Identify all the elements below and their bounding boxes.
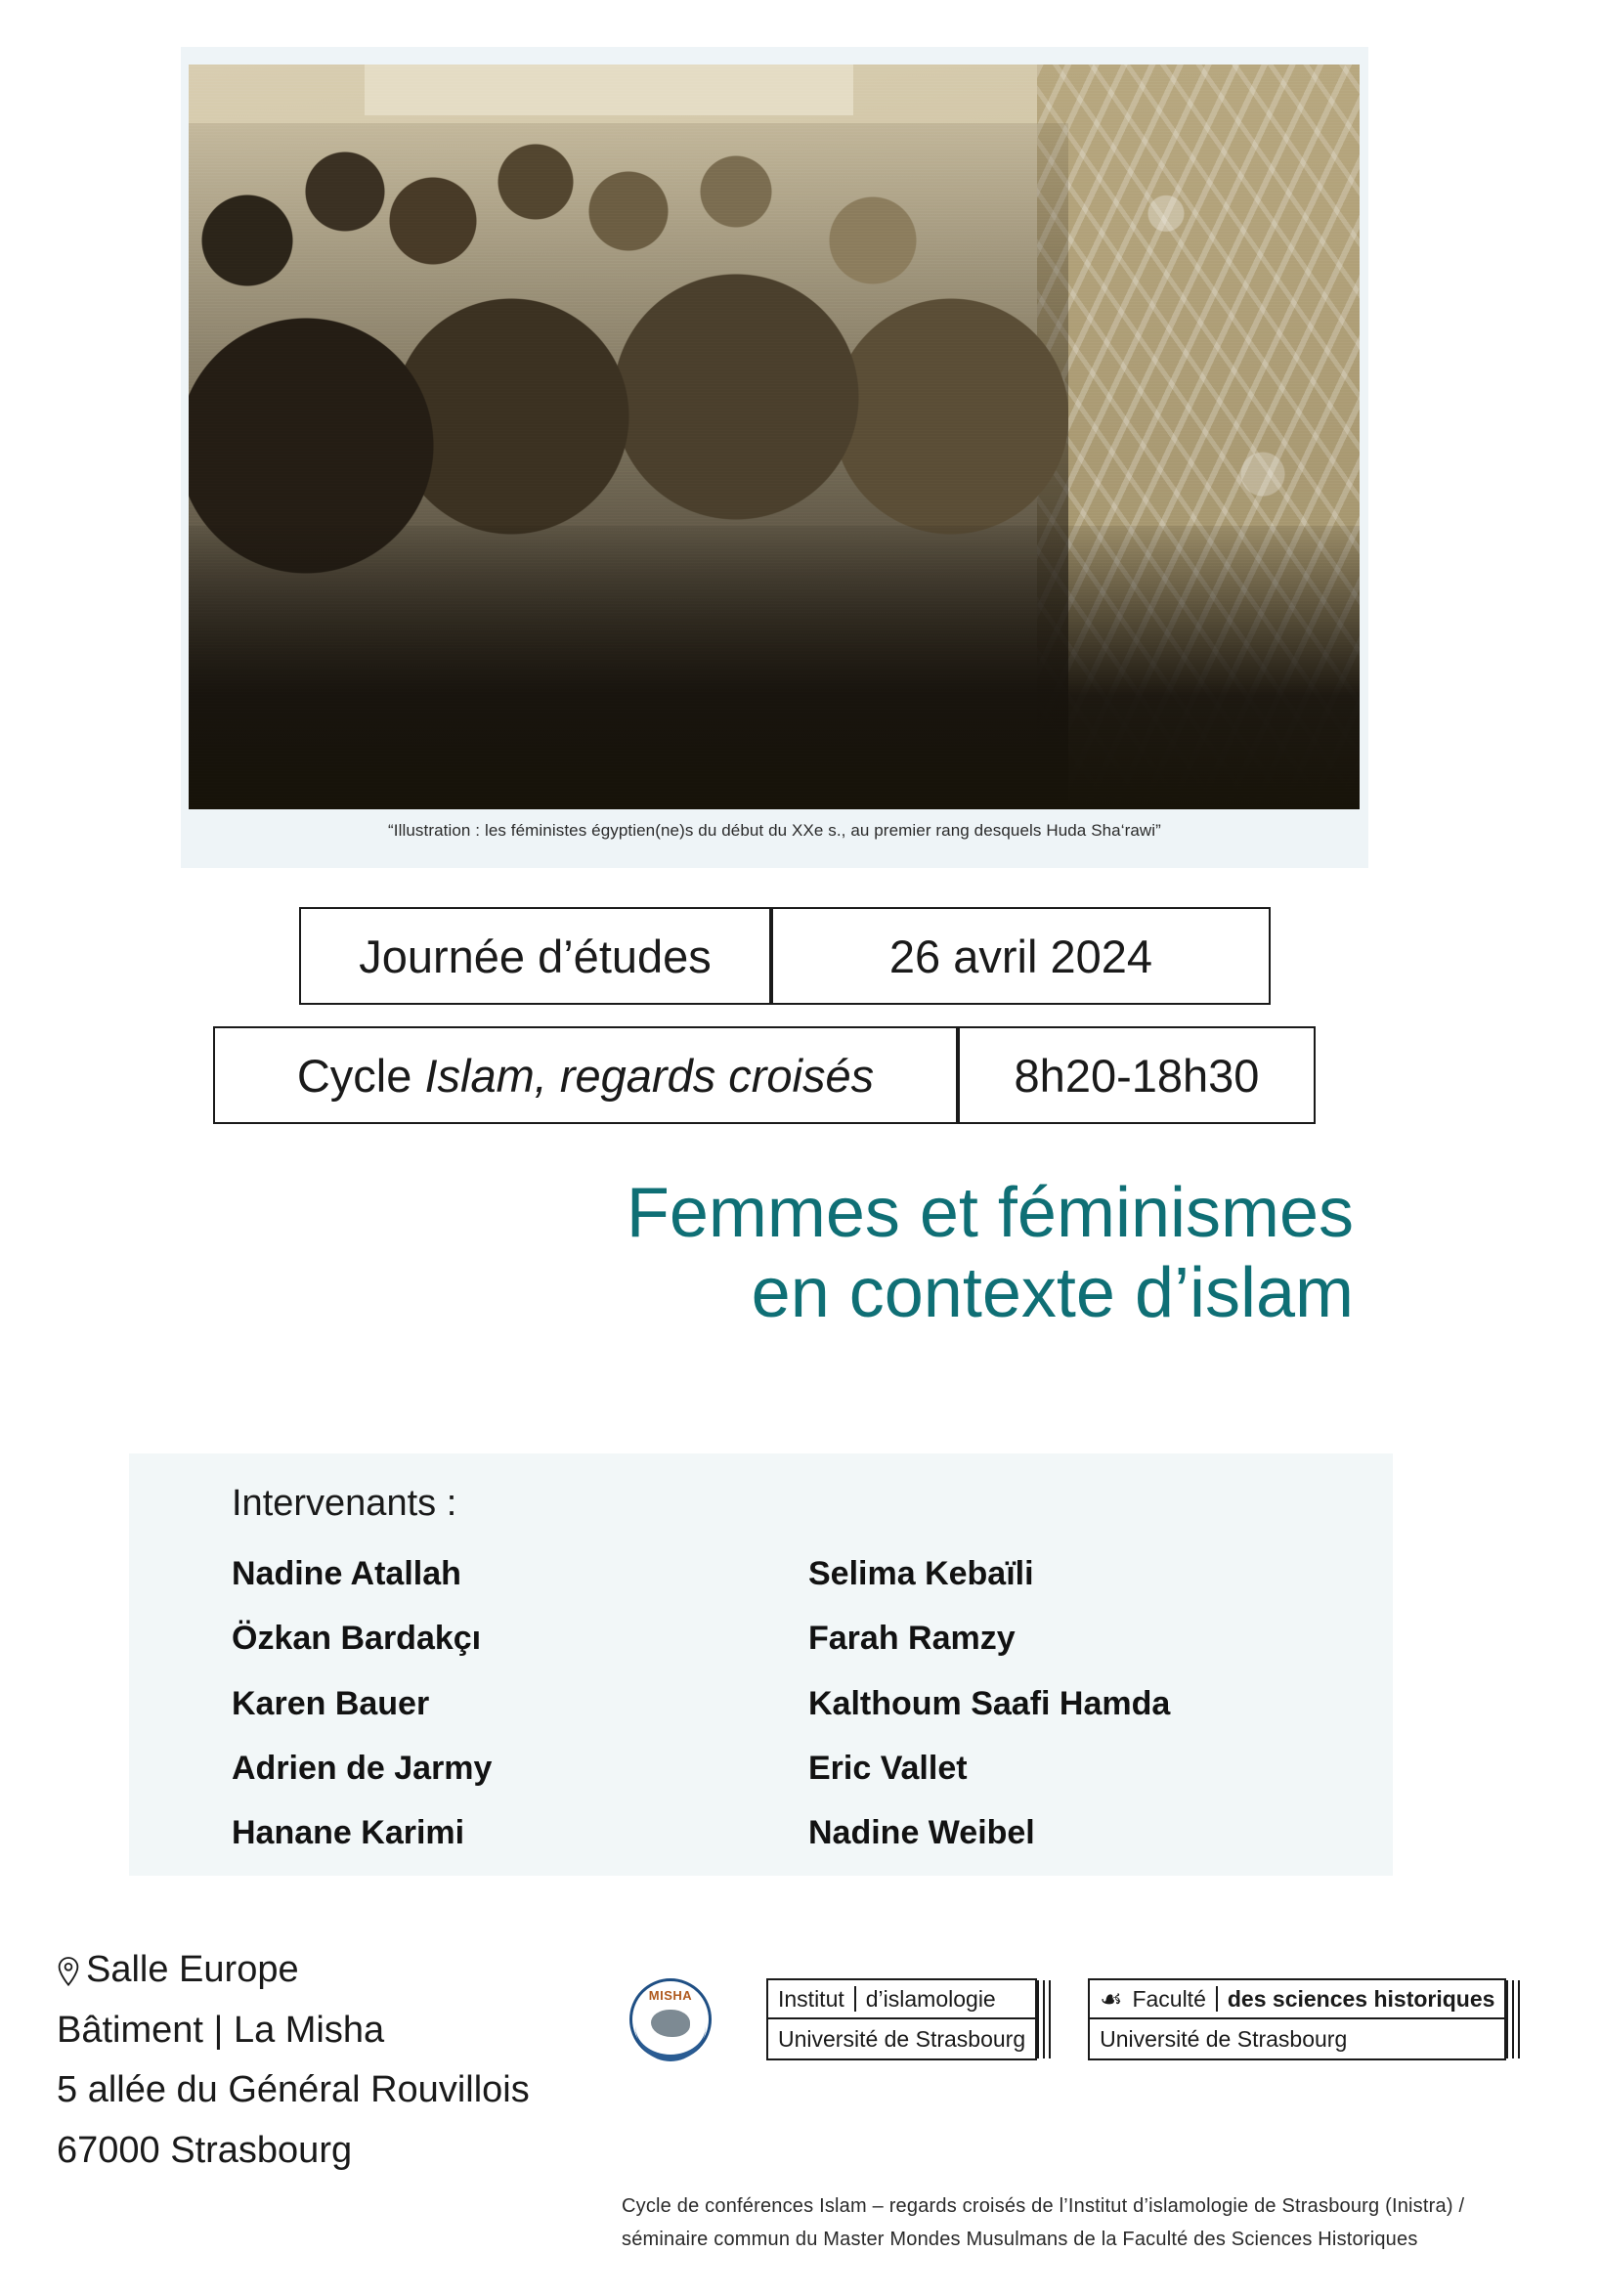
speaker-name: Eric Vallet [808, 1749, 968, 1787]
venue-city: 67000 Strasbourg [57, 2129, 353, 2171]
photo-caption: “Illustration : les féministes égyptien(ne)s du début du XXe s., au premier rang desquels Huda Sha‘rawi” [388, 821, 1161, 840]
speaker-name: Adrien de Jarmy [232, 1749, 493, 1787]
institut-logo-university: Université de Strasbourg [778, 2025, 1026, 2052]
banner-row-bottom [213, 1026, 1316, 1124]
banner-row-top [299, 907, 1271, 1005]
speaker-name: Selima Kebaïli [808, 1555, 1034, 1592]
venue-building: Bâtiment | La Misha [57, 2009, 385, 2051]
speaker-name: Nadine Atallah [232, 1555, 461, 1592]
logo-bars-icon [1506, 1980, 1520, 2058]
institut-logo-top-row [768, 1980, 1035, 2019]
venue-room-line [57, 1940, 530, 2001]
cycle-box [213, 1026, 958, 1124]
event-hours-box: 8h20-18h30 [958, 1026, 1316, 1124]
logo-bars-icon [1037, 1980, 1051, 2058]
misha-logo [626, 1974, 715, 2064]
speaker-name: Özkan Bardakçı [232, 1620, 482, 1658]
faculte-sciences-historiques-logo [1088, 1978, 1506, 2060]
faculte-logo-bottom-row [1090, 2019, 1504, 2058]
speaker-name: Farah Ramzy [808, 1620, 1016, 1658]
footer-note-line-1: Cycle de conférences Islam – regards croisés de l’Institut d’islamologie de Strasbourg (Inistra) / [622, 2195, 1465, 2217]
faculte-logo-top-row [1090, 1980, 1504, 2019]
historic-photograph [189, 65, 1360, 809]
institut-logo-bottom-row [768, 2019, 1035, 2058]
institut-logo-word-1: Institut [778, 1985, 844, 2012]
page-title-line-2: en contexte d’islam [751, 1254, 1354, 1333]
logo-divider [854, 1986, 856, 2012]
footer-note-line-2: séminaire commun du Master Mondes Musulmans de la Faculté des Sciences Historiques [622, 2229, 1418, 2250]
partner-logos [626, 1974, 1506, 2064]
footer-note [622, 2189, 1521, 2256]
event-date-box: 26 avril 2024 [771, 907, 1271, 1005]
page-title [0, 1173, 1354, 1333]
speakers-column-left [232, 1541, 492, 1865]
misha-logo-text: MISHA [648, 1988, 693, 2003]
speakers-column-right [808, 1541, 1170, 1865]
logo-divider [1216, 1986, 1218, 2012]
venue-room: Salle Europe [86, 1949, 299, 1990]
photo-grain-overlay [189, 65, 1360, 809]
speaker-name: Karen Bauer [232, 1684, 430, 1722]
misha-logo-arc [635, 2019, 706, 2061]
location-pin-icon [57, 1945, 80, 1974]
speaker-name: Kalthoum Saafi Hamda [808, 1684, 1171, 1722]
speakers-label: Intervenants : [232, 1483, 457, 1524]
poster-photo-block [181, 47, 1368, 868]
faculte-logo-university: Université de Strasbourg [1100, 2025, 1348, 2052]
faculte-logo-word-1: Faculté [1132, 1985, 1206, 2012]
page-title-line-1: Femmes et féminismes [626, 1174, 1354, 1252]
speakers-panel [129, 1453, 1393, 1876]
cycle-prefix: Cycle [296, 1049, 425, 1102]
faculte-logo-word-2: des sciences historiques [1227, 1985, 1495, 2012]
institut-logo-word-2: d’islamologie [865, 1985, 996, 2012]
tree-icon: ☙ [1100, 1983, 1123, 2014]
speaker-name: Hanane Karimi [232, 1814, 465, 1852]
speaker-name: Nadine Weibel [808, 1814, 1035, 1852]
institut-islamologie-logo [766, 1978, 1037, 2060]
cycle-name: Islam, regards croisés [424, 1049, 875, 1102]
event-type-box: Journée d’études [299, 907, 771, 1005]
venue-street: 5 allée du Général Rouvillois [57, 2069, 530, 2111]
venue-address [57, 1940, 530, 2181]
